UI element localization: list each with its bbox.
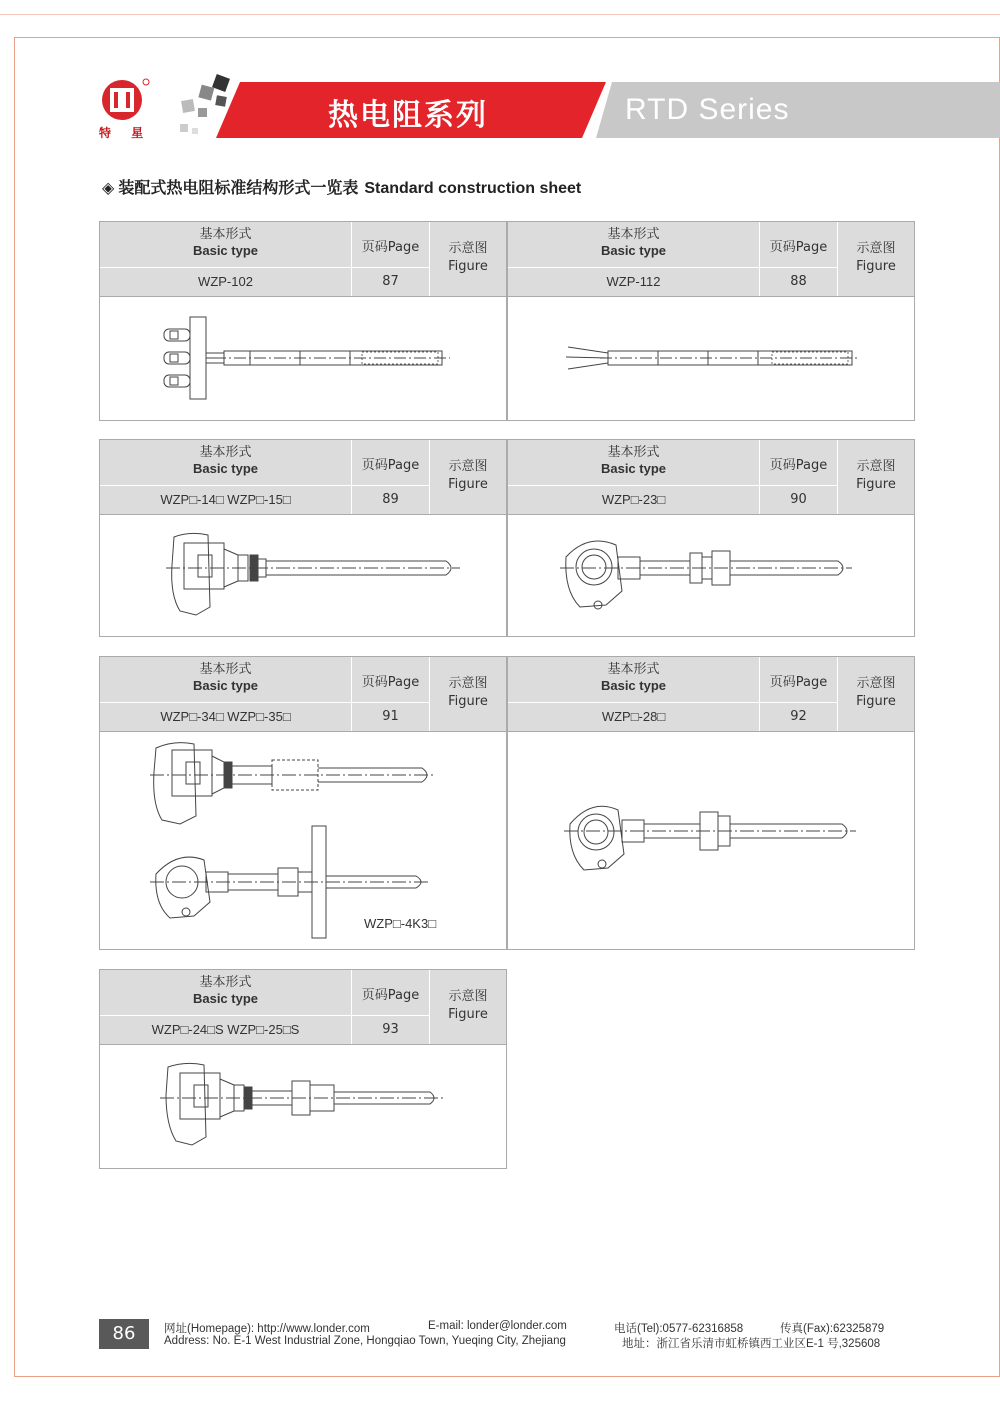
model-code: WZP□-28□ [508,703,760,731]
panel-header [99,221,507,297]
footer-tel: 电话(Tel):0577-62316858 [614,1323,744,1335]
figure-cell [838,440,914,514]
figure-area [99,515,507,637]
page-number-badge: 86 [99,1319,149,1349]
page-label: 页码Page [352,657,430,703]
basic-type-label-en: Basic type [600,461,667,476]
rtd-junction-box-figure [100,515,506,637]
figure-area [507,515,915,637]
rtd-compression-and-flange-figure [100,732,506,950]
section-title-cn: 装配式热电阻标准结构形式一览表 [118,178,359,197]
figure-label-en: Figure [856,477,896,492]
basic-type-label-cn: 基本形式 [607,227,660,242]
figure-cell [430,657,506,731]
figure-label-cn: 示意图 [448,459,488,474]
page-number: 89 [352,486,430,514]
basic-type-label-cn: 基本形式 [199,662,252,677]
panel-header [507,221,915,297]
figure-label-en: Figure [856,259,896,274]
model-code: WZP□-14□ WZP□-15□ [100,486,352,514]
page-label: 页码Page [352,440,430,486]
figure-label-cn: 示意图 [448,241,488,256]
panel-wzp-102 [99,221,507,421]
basic-type-label-cn: 基本形式 [607,662,660,677]
figure-label-en: Figure [448,477,488,492]
footer-email: E-mail: londer@londer.com [428,1320,567,1332]
page-label: 页码Page [760,657,838,703]
figure-area [99,1045,507,1169]
basic-type-cell [100,222,352,268]
page-label: 页码Page [352,970,430,1016]
figure-area [99,297,507,421]
footer-fax: 传真(Fax):62325879 [780,1323,885,1335]
page-trim-line [0,14,1000,15]
figure-cell [838,222,914,296]
page-label: 页码Page [760,440,838,486]
rtd-lead-wire-figure [508,297,914,421]
basic-type-label-en: Basic type [600,243,667,258]
page-label: 页码Page [760,222,838,268]
model-code: WZP-102 [100,268,352,296]
basic-type-label-en: Basic type [600,678,667,693]
basic-type-label-cn: 基本形式 [199,975,252,990]
page-label: 页码Page [352,222,430,268]
figure-label-cn: 示意图 [856,676,896,691]
model-code: WZP□-24□S WZP□-25□S [100,1016,352,1044]
figure-area [99,732,507,950]
footer-address-cn: 地址：浙江省乐清市虹桥镇西工业区E-1 号,325608 [622,1338,881,1350]
figure-area [507,297,915,421]
figure-label-cn: 示意图 [856,241,896,256]
diamond-bullet-icon: ◈ [102,178,115,197]
figure-area [507,732,915,950]
page-number: 91 [352,703,430,731]
page-number: 88 [760,268,838,296]
basic-type-cell [100,657,352,703]
panel-wzp-112 [507,221,915,421]
basic-type-label-en: Basic type [192,678,259,693]
figure-cell [430,222,506,296]
basic-type-cell [508,440,760,486]
panel-header [507,656,915,732]
figure-label-en: Figure [448,259,488,274]
panel-wzp-28 [507,656,915,950]
panel-header [99,439,507,515]
sub-model-label: WZP□-4K3□ [364,916,437,931]
model-code: WZP-112 [508,268,760,296]
basic-type-label-en: Basic type [192,243,259,258]
figure-label-en: Figure [856,694,896,709]
basic-type-cell [100,970,352,1016]
figure-label-cn: 示意图 [856,459,896,474]
figure-cell [838,657,914,731]
rtd-fixed-thread-figure [100,1045,506,1169]
panel-wzp-24-25-s [99,969,507,1169]
figure-cell [430,970,506,1044]
basic-type-label-cn: 基本形式 [199,445,252,460]
page-number: 93 [352,1016,430,1044]
page-number: 90 [760,486,838,514]
panel-wzp-34-35 [99,656,507,950]
panel-header [99,969,507,1045]
page-number: 92 [760,703,838,731]
footer-address-en: Address: No. E-1 West Industrial Zone, Hongqiao Town, Yueqing City, Zhejiang [164,1335,566,1347]
basic-type-label-cn: 基本形式 [607,445,660,460]
panel-wzp-14-15 [99,439,507,637]
model-code: WZP□-34□ WZP□-35□ [100,703,352,731]
rtd-thread-figure [508,732,914,950]
title-banner [0,82,1000,138]
figure-label-cn: 示意图 [448,989,488,1004]
rtd-union-figure [508,515,914,637]
section-title [102,175,581,198]
footer-homepage: 网址(Homepage): http://www.londer.com [164,1323,370,1335]
panel-header [99,656,507,732]
figure-label-cn: 示意图 [448,676,488,691]
figure-label-en: Figure [448,694,488,709]
figure-cell [430,440,506,514]
basic-type-cell [508,657,760,703]
basic-type-label-en: Basic type [192,461,259,476]
model-code: WZP□-23□ [508,486,760,514]
panel-header [507,439,915,515]
panel-wzp-23 [507,439,915,637]
banner-title-cn: 热电阻系列 [328,98,488,133]
banner-title-en: RTD Series [625,93,790,126]
basic-type-cell [508,222,760,268]
figure-label-en: Figure [448,1007,488,1022]
basic-type-cell [100,440,352,486]
rtd-flange-terminal-figure [100,297,506,421]
brand-logo-text: 特 星 [99,126,152,140]
section-title-en: Standard construction sheet [364,180,582,197]
basic-type-label-cn: 基本形式 [199,227,252,242]
basic-type-label-en: Basic type [192,991,259,1006]
page-number: 87 [352,268,430,296]
